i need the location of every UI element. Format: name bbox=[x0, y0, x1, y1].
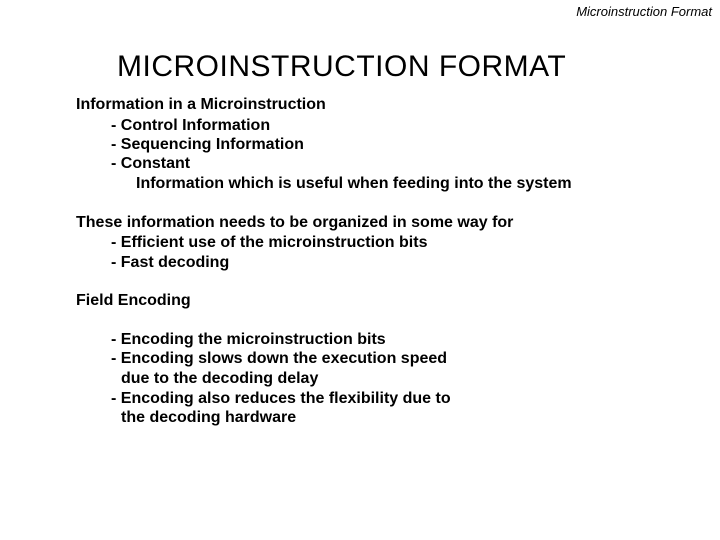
info-item-control: - Control Information bbox=[111, 117, 271, 134]
field-encoding-heading: Field Encoding bbox=[76, 292, 191, 309]
org-item-efficient: - Efficient use of the microinstruction bits bbox=[111, 234, 428, 251]
info-constant-detail: Information which is useful when feeding into the system bbox=[136, 175, 572, 192]
info-item-sequencing: - Sequencing Information bbox=[111, 136, 304, 153]
field-item-encoding-bits: - Encoding the microinstruction bits bbox=[111, 331, 386, 348]
field-item-flexibility-cont: the decoding hardware bbox=[121, 409, 297, 426]
field-item-slows-down: - Encoding slows down the execution speed bbox=[111, 350, 448, 367]
slide-title: MICROINSTRUCTION FORMAT bbox=[117, 50, 567, 83]
field-item-flexibility: - Encoding also reduces the flexibility due to bbox=[111, 390, 451, 407]
info-heading: Information in a Microinstruction bbox=[76, 96, 326, 113]
field-item-slows-down-cont: due to the decoding delay bbox=[121, 370, 319, 387]
info-item-constant: - Constant bbox=[111, 155, 191, 172]
org-item-fast-decoding: - Fast decoding bbox=[111, 254, 230, 271]
org-heading: These information needs to be organized in some way for bbox=[76, 214, 514, 231]
slide-header-label: Microinstruction Format bbox=[576, 4, 712, 19]
